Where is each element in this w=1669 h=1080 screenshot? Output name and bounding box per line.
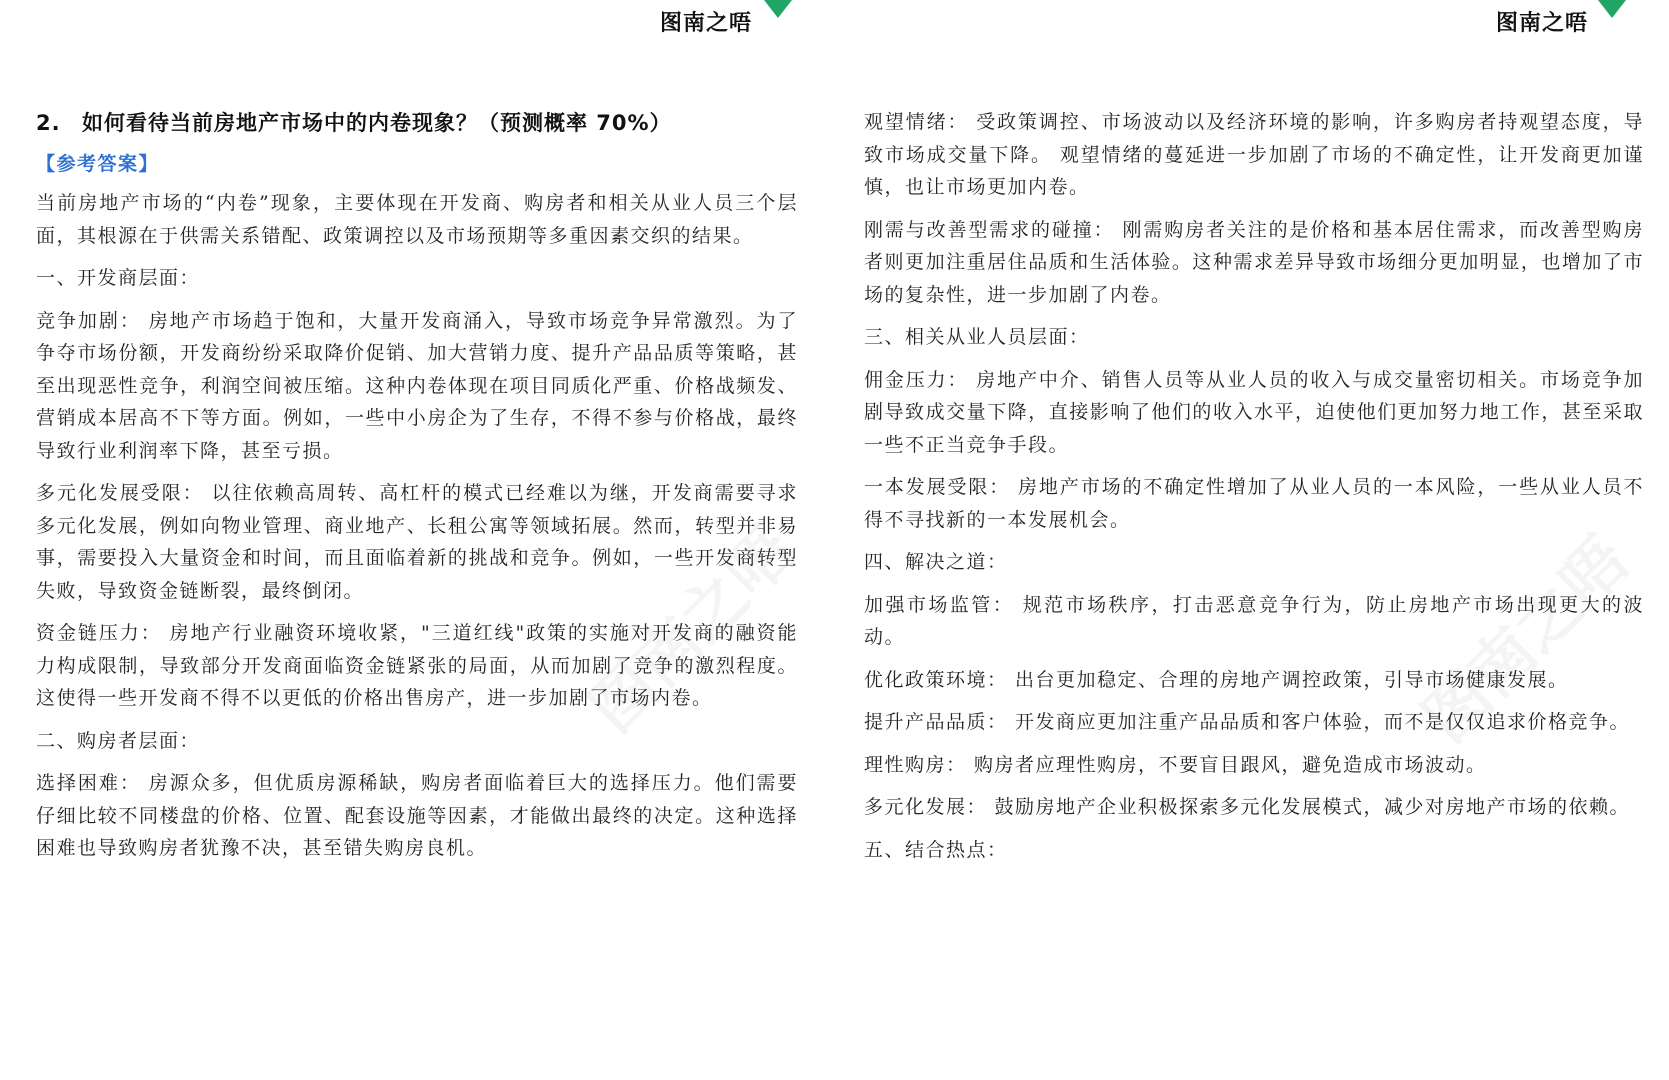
paragraph: 一本发展受限： 房地产市场的不确定性增加了从业人员的一本风险，一些从业人员不得不寻找新的一本发展机会。 xyxy=(864,476,1644,531)
section-heading: 四、解决之道： xyxy=(864,551,1008,573)
paragraph: 加强市场监管： 规范市场秩序，打击恶意竞争行为，防止房地产市场出现更大的波动。 xyxy=(864,593,1644,648)
answer-label: 【参考答案】 xyxy=(36,153,160,175)
paragraph: 刚需与改善型需求的碰撞： 刚需购房者关注的是价格和基本居住需求，而改善型购房者则更加注重居住品质和生活体验。这种需求差异导致市场细分更加明显，也增加了市场的复杂性，进一步加剧了内卷。 xyxy=(864,218,1644,306)
section-heading: 五、结合热点： xyxy=(864,838,1008,861)
brand-header: 图南之唔 xyxy=(1496,11,1589,36)
paragraph: 多元化发展： 鼓励房地产企业积极探索多元化发展模式，减少对房地产市场的依赖。 xyxy=(864,796,1631,818)
section-heading: 三、相关从业人员层面： xyxy=(864,326,1090,348)
section-heading: 二、购房者层面： xyxy=(36,729,201,752)
green-triangle-icon xyxy=(764,0,792,18)
question-number: 2. xyxy=(36,111,61,135)
document-page-right xyxy=(834,0,1669,1080)
paragraph: 竞争加剧： 房地产市场趋于饱和，大量开发商涌入，导致市场竞争异常激烈。为了争夺市场份额，开发商纷纷采取降价促销、加大营销力度、提升产品品质等策略，甚至出现恶性竞争，利润空间被压缩。这种内卷体现在项目同质化严重、价格战频发、营销成本居高不下等方面。例如，一些中小房企为了生存，不得不参与价格战，最终导致行业利润率下降，甚至亏损。 xyxy=(36,309,798,462)
paragraph: 提升产品品质： 开发商应更加注重产品品质和客户体验，而不是仅仅追求价格竞争。 xyxy=(864,711,1631,733)
paragraph: 观望情绪： 受政策调控、市场波动以及经济环境的影响，许多购房者持观望态度，导致市场成交量下降。 观望情绪的蔓延进一步加剧了市场的不确定性，让开发商更加谨慎，也让市场更加内卷。 xyxy=(864,111,1644,198)
question-title xyxy=(36,103,798,143)
page-content xyxy=(864,106,1644,876)
paragraph: 佣金压力： 房地产中介、销售人员等从业人员的收入与成交量密切相关。市场竞争加剧导致成交量下降，直接影响了他们的收入水平，迫使他们更加努力地工作，甚至采取一些不正当竞争手段。 xyxy=(864,368,1644,456)
section-heading: 一、开发商层面： xyxy=(36,267,201,289)
paragraph: 资金链压力： 房地产行业融资环境收紧，"三道红线"政策的实施对开发商的融资能力构成限制，导致部分开发商面临资金链紧张的局面，从而加剧了竞争的激烈程度。这使得一些开发商不得不以更低的价格出售房产，进一步加剧了市场内卷。 xyxy=(36,622,798,709)
green-triangle-icon xyxy=(1598,0,1626,18)
paragraph: 优化政策环境： 出台更加稳定、合理的房地产调控政策，引导市场健康发展。 xyxy=(864,668,1569,691)
document-page-left xyxy=(0,0,834,1080)
question-text: 如何看待当前房地产市场中的内卷现象？（预测概率 70%） xyxy=(82,111,672,135)
paragraph: 多元化发展受限： 以往依赖高周转、高杠杆的模式已经难以为继，开发商需要寻求多元化发展，例如向物业管理、商业地产、长租公寓等领域拓展。然而，转型并非易事，需要投入大量资金和时间，而且面临着新的挑战和竞争。例如，一些开发商转型失败，导致资金链断裂，最终倒闭。 xyxy=(36,482,798,602)
intro-paragraph: 当前房地产市场的“内卷”现象，主要体现在开发商、购房者和相关从业人员三个层面，其根源在于供需关系错配、政策调控以及市场预期等多重因素交织的结果。 xyxy=(36,192,798,247)
brand-header: 图南之唔 xyxy=(660,11,753,36)
paragraph: 理性购房： 购房者应理性购房，不要盲目跟风，避免造成市场波动。 xyxy=(864,753,1487,776)
paragraph: 选择困难： 房源众多，但优质房源稀缺，购房者面临着巨大的选择压力。他们需要仔细比较不同楼盘的价格、位置、配套设施等因素，才能做出最终的决定。这种选择困难也导致购房者犹豫不决，甚至错失购房良机。 xyxy=(36,772,798,859)
page-content xyxy=(36,103,798,875)
